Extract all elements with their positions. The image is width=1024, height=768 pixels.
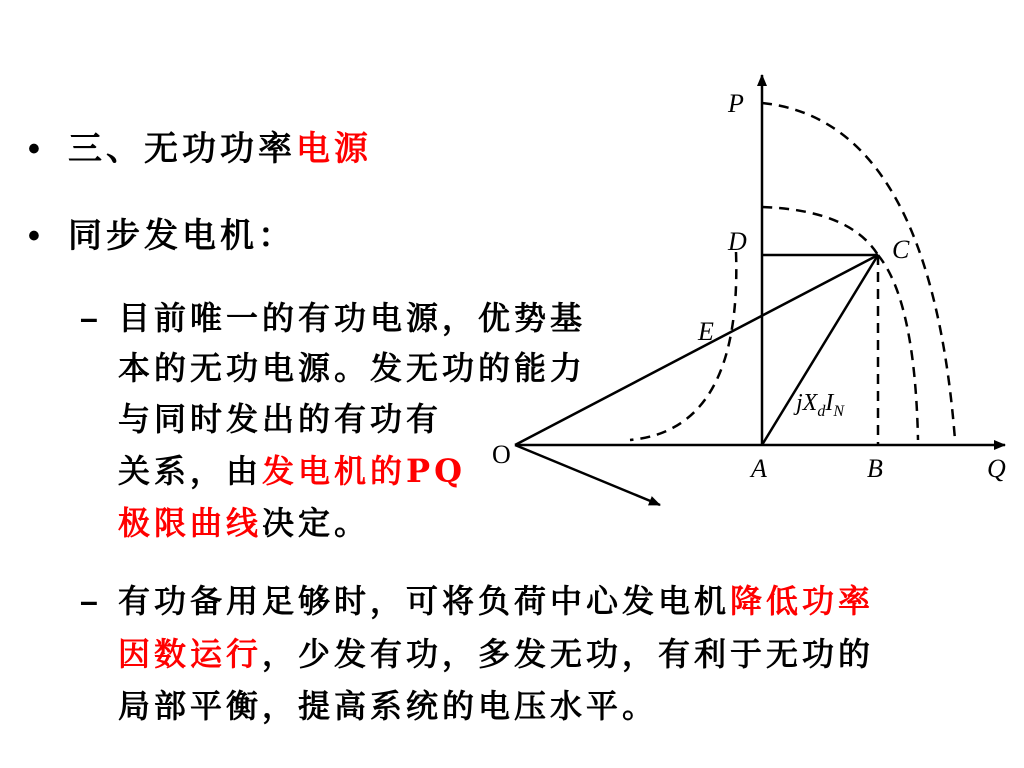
label-jxdin-j: jX	[796, 390, 818, 416]
bullet-dot-1: •	[28, 130, 40, 168]
label-jxdin-i: I	[825, 390, 834, 416]
label-c: C	[892, 235, 910, 264]
sub1-line5-suffix: 决定。	[262, 504, 371, 542]
dashed-curve-left	[630, 252, 736, 440]
label-q: Q	[987, 454, 1006, 483]
sub1-line4-prefix: 关系，由	[118, 452, 263, 490]
label-jxdin	[793, 390, 845, 420]
label-a: A	[751, 454, 767, 483]
sub1-line2: 本的无功电源。发无功的能力	[118, 349, 587, 387]
sub1-line5-red: 极限曲线	[118, 504, 263, 542]
label-o: O	[492, 440, 511, 469]
sub1-line4-red: 发电机的PQ	[262, 452, 466, 490]
sub2-line3: 局部平衡，提高系统的电压水平。	[118, 687, 659, 725]
label-b: B	[867, 454, 883, 483]
sub-dash-2: –	[80, 583, 98, 619]
sub-dash-1: –	[80, 300, 98, 336]
label-jxdin-n: N	[833, 403, 844, 420]
bullet-1-prefix: 三、无功功率	[68, 129, 296, 169]
bullet-1-red: 电源	[296, 129, 372, 169]
label-jxdin-d: d	[817, 403, 826, 420]
sub2-line1-prefix: 有功备用足够时，可将负荷中心发电机	[118, 582, 731, 620]
label-p: P	[728, 89, 744, 118]
sub2-line2-suffix: ，少发有功，多发无功，有利于无功的	[262, 635, 875, 673]
label-d: D	[728, 227, 747, 256]
sub2-line1-red: 降低功率	[730, 582, 875, 620]
line-o-lower	[515, 445, 660, 505]
label-e: E	[698, 317, 714, 346]
bullet-2-text: 同步发电机：	[68, 216, 296, 256]
bullet-dot-2: •	[28, 217, 40, 255]
sub1-line3: 与同时发出的有功有	[118, 400, 443, 438]
dashed-arc-lower	[878, 255, 918, 440]
sub1-line1: 目前唯一的有功电源，优势基	[118, 299, 587, 337]
sub2-line2-red: 因数运行	[118, 635, 263, 673]
dashed-arc-upper	[762, 207, 878, 255]
dashed-arc-outer	[762, 103, 955, 440]
